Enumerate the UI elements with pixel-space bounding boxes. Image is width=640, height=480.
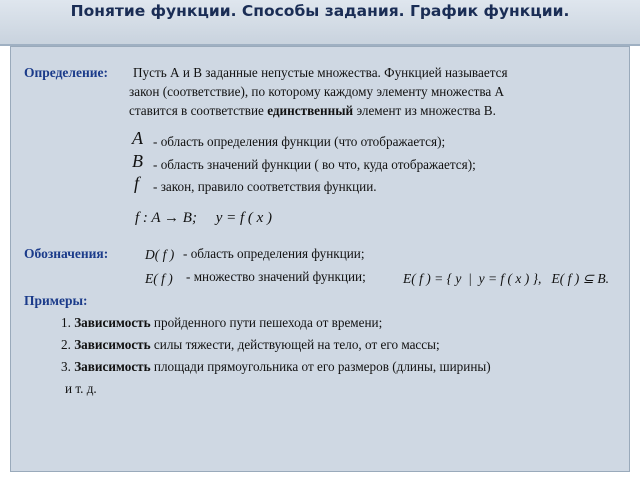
examples-label: Примеры: bbox=[24, 293, 88, 308]
definition-line-3-post: элемент из множества В. bbox=[356, 103, 496, 118]
definition-emphasis: единственный bbox=[267, 103, 354, 118]
example-number: 3. bbox=[61, 359, 71, 374]
example-text: пройденного пути пешехода от времени; bbox=[153, 315, 383, 330]
mapping-formula: f : A → B; y = f ( x ) bbox=[135, 210, 273, 226]
title-bar bbox=[0, 0, 640, 46]
example-keyword: Зависимость bbox=[74, 337, 151, 352]
range-text: - множество значений функции; bbox=[186, 269, 366, 284]
symbol-a-text: - область определения функции (что отображается); bbox=[153, 134, 446, 149]
symbol-b: B bbox=[132, 151, 143, 171]
example-text: площади прямоугольника от его размеров (длины, ширины) bbox=[153, 359, 491, 374]
domain-symbol: D( f ) bbox=[145, 247, 175, 262]
example-text: силы тяжести, действующей на тело, от его массы; bbox=[153, 337, 440, 352]
example-item-3 bbox=[61, 359, 491, 375]
example-item-1 bbox=[61, 315, 382, 331]
slide-title: Понятие функции. Способы задания. График функции. bbox=[70, 2, 570, 20]
definition-line-3-pre: ставится в соответствие bbox=[129, 103, 264, 118]
symbol-a: A bbox=[132, 128, 143, 148]
definition-line-2: закон (соответствие), по которому каждому элементу множества А bbox=[129, 84, 505, 99]
domain-text: - область определения функции; bbox=[183, 246, 365, 261]
example-number: 2. bbox=[61, 337, 71, 352]
example-item-2 bbox=[61, 337, 440, 353]
examples-etc: и т. д. bbox=[65, 381, 97, 396]
notation-label: Обозначения: bbox=[24, 246, 109, 261]
range-formula: E( f ) = { y | y = f ( x ) }, E( f ) ⊆ B. bbox=[403, 271, 609, 286]
range-symbol: E( f ) bbox=[145, 271, 173, 286]
definition-label: Определение: bbox=[24, 65, 109, 80]
symbol-f: f bbox=[134, 173, 140, 193]
example-number: 1. bbox=[61, 315, 71, 330]
symbol-b-text: - область значений функции ( во что, куда отображается); bbox=[153, 157, 476, 172]
definition-line-1: Пусть А и В заданные непустые множества. Функцией называется bbox=[133, 65, 508, 80]
example-keyword: Зависимость bbox=[74, 359, 151, 374]
example-keyword: Зависимость bbox=[74, 315, 151, 330]
symbol-f-text: - закон, правило соответствия функции. bbox=[153, 179, 377, 194]
content-panel bbox=[10, 46, 630, 472]
definition-line-3 bbox=[129, 103, 496, 119]
